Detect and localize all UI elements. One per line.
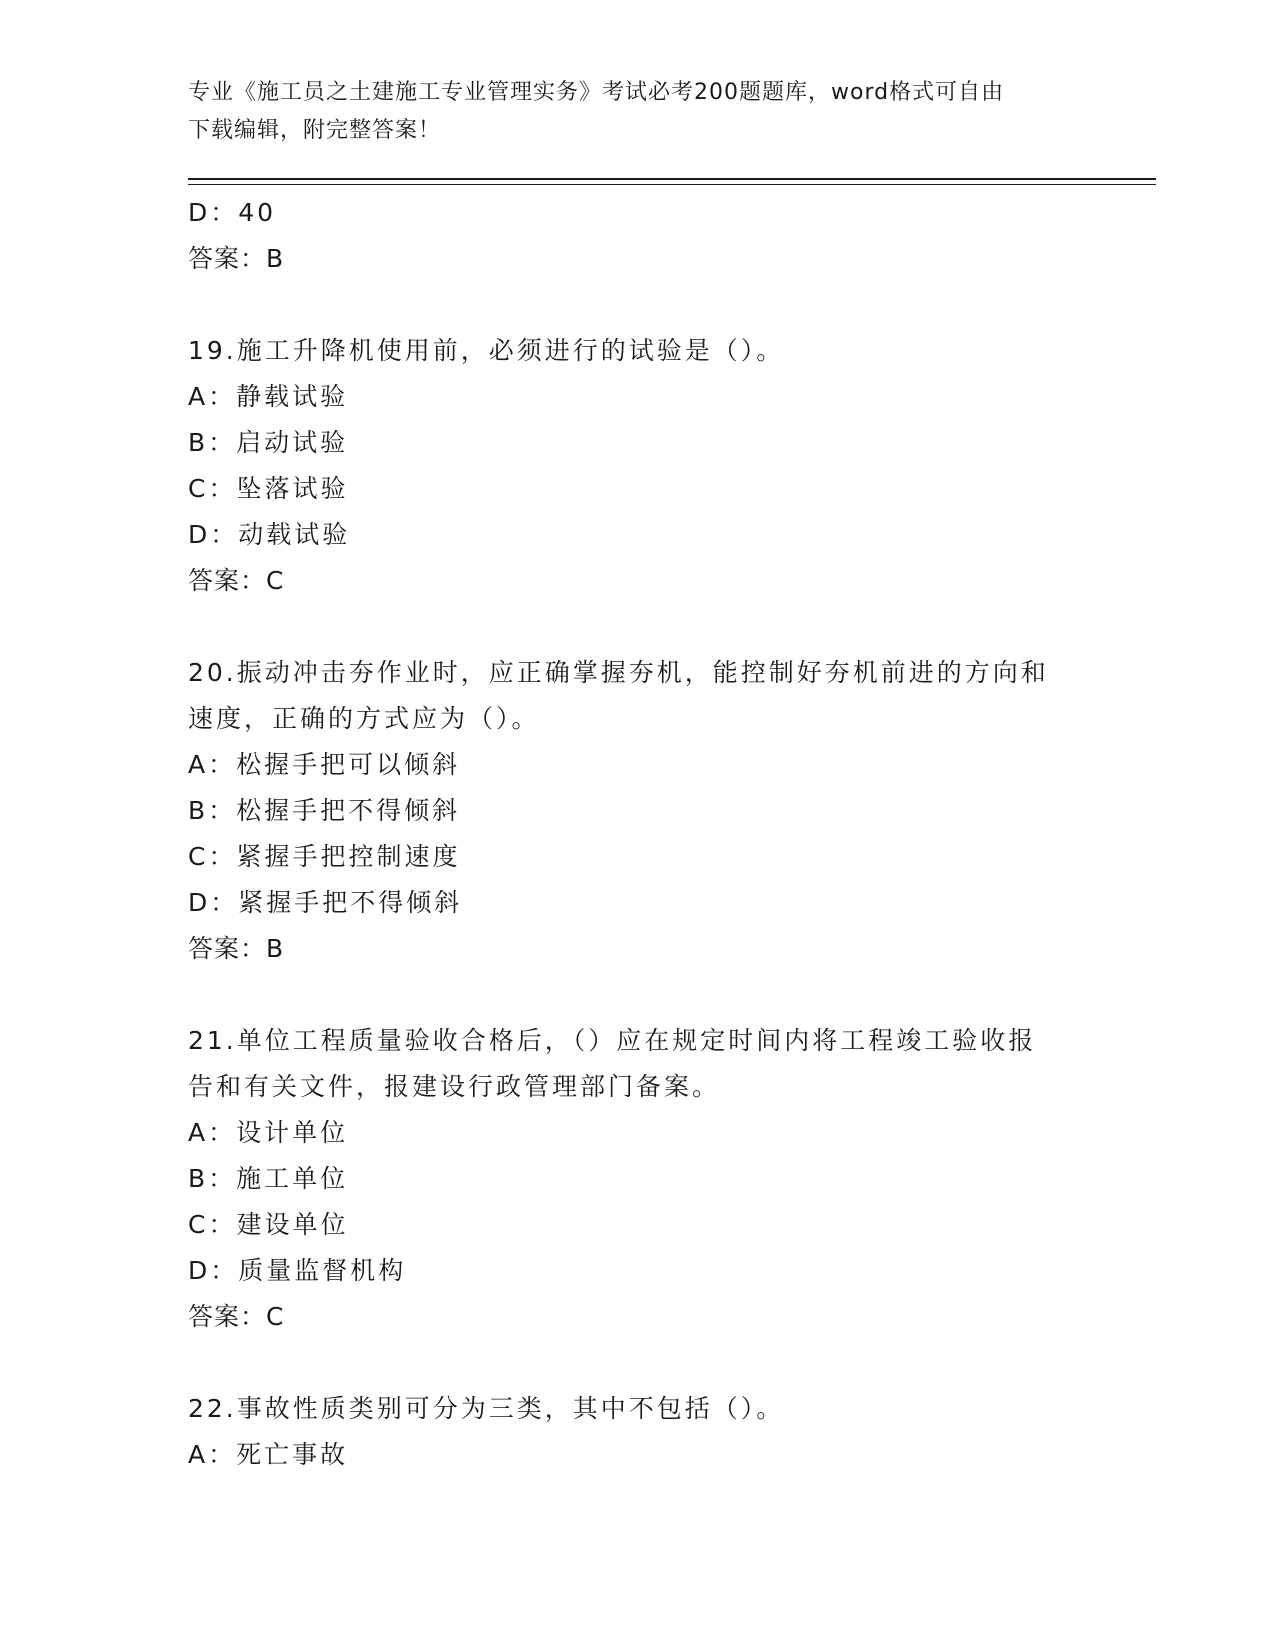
question-stem-line-1: 20.振动冲击夯作业时，应正确掌握夯机，能控制好夯机前进的方向和	[188, 658, 1049, 687]
question-stem-line-2: 告和有关文件，报建设行政管理部门备案。	[188, 1072, 721, 1101]
option-a: A：设计单位	[188, 1118, 349, 1147]
spacer	[188, 604, 1088, 650]
option-a: A：死亡事故	[188, 1440, 349, 1469]
option-b: B：施工单位	[188, 1164, 349, 1193]
header-line-2: 下载编辑，附完整答案！	[188, 118, 442, 143]
option-d: D：40	[188, 198, 277, 227]
question-block-22	[188, 1386, 1088, 1478]
option-c: C：坠落试验	[188, 474, 349, 503]
spacer	[188, 1340, 1088, 1386]
question-block-20	[188, 650, 1088, 972]
question-stem-line-1: 21.单位工程质量验收合格后，（）应在规定时间内将工程竣工验收报	[188, 1026, 1037, 1055]
question-stem-line-2: 速度，正确的方式应为（）。	[188, 704, 540, 733]
header-divider-thin	[188, 184, 1156, 185]
document-header	[188, 74, 1088, 150]
option-c: C：紧握手把控制速度	[188, 842, 461, 871]
option-d: D：动载试验	[188, 520, 351, 549]
option-d: D：质量监督机构	[188, 1256, 407, 1285]
question-block-prev	[188, 190, 1088, 282]
option-b: B：松握手把不得倾斜	[188, 796, 461, 825]
question-block-21	[188, 1018, 1088, 1340]
question-list	[188, 190, 1088, 1478]
question-block-19	[188, 328, 1088, 604]
spacer	[188, 972, 1088, 1018]
option-c: C：建设单位	[188, 1210, 349, 1239]
answer: 答案：C	[188, 566, 285, 595]
spacer	[188, 282, 1088, 328]
option-a: A：静载试验	[188, 382, 349, 411]
answer: 答案：C	[188, 1302, 285, 1331]
header-line-1: 专业《施工员之土建施工专业管理实务》考试必考200题题库，word格式可自由	[188, 80, 1005, 105]
option-d: D：紧握手把不得倾斜	[188, 888, 463, 917]
question-stem: 19.施工升降机使用前，必须进行的试验是（）。	[188, 336, 785, 365]
question-stem: 22.事故性质类别可分为三类，其中不包括（）。	[188, 1394, 785, 1423]
answer: 答案：B	[188, 934, 285, 963]
answer: 答案：B	[188, 244, 285, 273]
option-a: A：松握手把可以倾斜	[188, 750, 461, 779]
header-divider-thick	[188, 178, 1156, 180]
option-b: B：启动试验	[188, 428, 349, 457]
